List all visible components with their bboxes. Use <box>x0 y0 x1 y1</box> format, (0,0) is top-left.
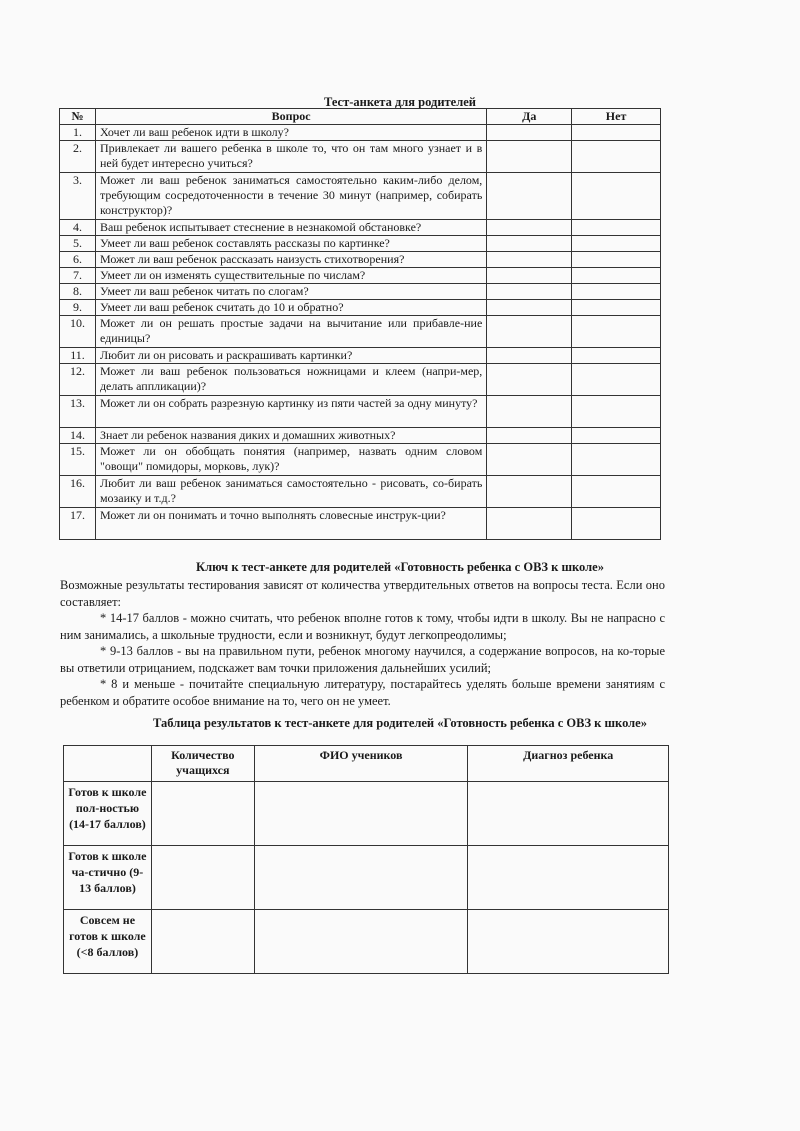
answer-yes-cell[interactable] <box>487 125 572 141</box>
question-text: Может ли он решать простые задачи на вычитание или прибавле-ние единицы? <box>95 316 486 348</box>
answer-yes-cell[interactable] <box>487 316 572 348</box>
answer-yes-cell[interactable] <box>487 173 572 220</box>
question-num: 8. <box>60 284 96 300</box>
answer-yes-cell[interactable] <box>487 428 572 444</box>
table-row <box>60 173 661 220</box>
diagnosis-cell[interactable] <box>468 910 669 974</box>
table-row <box>60 444 661 476</box>
question-num: 4. <box>60 220 96 236</box>
count-cell[interactable] <box>151 910 254 974</box>
questionnaire-title: Тест-анкета для родителей <box>323 95 476 109</box>
results-row <box>64 910 669 974</box>
key-item: * 9-13 баллов - вы на правильном пути, ребенок многому научился, а содержание вопросов, на ко-торые вы ответили отрицанием, подскажет вам точки приложения дальнейших усилий; <box>60 644 665 675</box>
answer-no-cell[interactable] <box>572 364 661 396</box>
header-num: № <box>60 109 96 125</box>
table-row <box>60 141 661 173</box>
question-text: Умеет ли ваш ребенок считать до 10 и обратно? <box>95 300 486 316</box>
table-row <box>60 396 661 428</box>
results-table <box>63 745 669 974</box>
question-text: Любит ли он рисовать и раскрашивать картинки? <box>95 348 486 364</box>
question-num: 9. <box>60 300 96 316</box>
table-row <box>60 268 661 284</box>
question-text: Может ли ваш ребенок пользоваться ножницами и клеем (напри-мер, делать аппликации)? <box>95 364 486 396</box>
question-text: Может ли он обобщать понятия (например, назвать одним словом "овощи" помидоры, морковь, лук)? <box>95 444 486 476</box>
answer-no-cell[interactable] <box>572 220 661 236</box>
table-header-row <box>60 109 661 125</box>
answer-no-cell[interactable] <box>572 316 661 348</box>
table-row <box>60 125 661 141</box>
table-row <box>60 300 661 316</box>
answer-no-cell[interactable] <box>572 252 661 268</box>
table-row <box>60 252 661 268</box>
question-text: Может ли он собрать разрезную картинку из пяти частей за одну минуту? <box>95 396 486 428</box>
questionnaire-table <box>59 108 661 540</box>
question-text: Умеет ли ваш ребенок составлять рассказы по картинке? <box>95 236 486 252</box>
answer-no-cell[interactable] <box>572 141 661 173</box>
question-num: 1. <box>60 125 96 141</box>
question-text: Умеет ли он изменять существительные по числам? <box>95 268 486 284</box>
table-row <box>60 236 661 252</box>
question-num: 2. <box>60 141 96 173</box>
answer-yes-cell[interactable] <box>487 476 572 508</box>
question-num: 10. <box>60 316 96 348</box>
header-count: Количество учащихся <box>151 746 254 782</box>
answer-yes-cell[interactable] <box>487 364 572 396</box>
answer-no-cell[interactable] <box>572 396 661 428</box>
count-cell[interactable] <box>151 846 254 910</box>
header-names: ФИО учеников <box>254 746 468 782</box>
table-row <box>60 476 661 508</box>
question-num: 16. <box>60 476 96 508</box>
answer-no-cell[interactable] <box>572 173 661 220</box>
header-blank <box>64 746 152 782</box>
answer-yes-cell[interactable] <box>487 268 572 284</box>
table-row <box>60 348 661 364</box>
results-title: Таблица результатов к тест-анкете для родителей «Готовность ребенка с ОВЗ к школе» <box>153 716 647 730</box>
answer-no-cell[interactable] <box>572 236 661 252</box>
table-row <box>60 284 661 300</box>
question-num: 12. <box>60 364 96 396</box>
results-row <box>64 782 669 846</box>
answer-yes-cell[interactable] <box>487 444 572 476</box>
header-question: Вопрос <box>95 109 486 125</box>
names-cell[interactable] <box>254 910 468 974</box>
question-num: 11. <box>60 348 96 364</box>
answer-no-cell[interactable] <box>572 476 661 508</box>
question-text: Может ли он понимать и точно выполнять словесные инструк-ции? <box>95 508 486 540</box>
diagnosis-cell[interactable] <box>468 846 669 910</box>
names-cell[interactable] <box>254 846 468 910</box>
table-row <box>60 508 661 540</box>
answer-yes-cell[interactable] <box>487 348 572 364</box>
answer-yes-cell[interactable] <box>487 220 572 236</box>
answer-yes-cell[interactable] <box>487 300 572 316</box>
question-text: Ваш ребенок испытывает стеснение в незнакомой обстановке? <box>95 220 486 236</box>
question-num: 13. <box>60 396 96 428</box>
table-row <box>60 316 661 348</box>
question-num: 7. <box>60 268 96 284</box>
question-text: Привлекает ли вашего ребенка в школе то, что он там много узнает и в ней будет интересно учиться? <box>95 141 486 173</box>
key-title: Ключ к тест-анкете для родителей «Готовность ребенка с ОВЗ к школе» <box>196 560 604 574</box>
header-yes: Да <box>487 109 572 125</box>
answer-yes-cell[interactable] <box>487 252 572 268</box>
key-intro: Возможные результаты тестирования зависят от количества утвердительных ответов на вопросы теста. Если оно составляет: <box>60 578 665 609</box>
results-header-row <box>64 746 669 782</box>
question-text: Хочет ли ваш ребенок идти в школу? <box>95 125 486 141</box>
names-cell[interactable] <box>254 782 468 846</box>
answer-no-cell[interactable] <box>572 508 661 540</box>
question-num: 15. <box>60 444 96 476</box>
result-category: Совсем не готов к школе (<8 баллов) <box>64 910 152 974</box>
answer-no-cell[interactable] <box>572 428 661 444</box>
answer-yes-cell[interactable] <box>487 141 572 173</box>
table-row <box>60 428 661 444</box>
question-num: 3. <box>60 173 96 220</box>
key-section <box>60 577 665 709</box>
key-item: * 8 и меньше - почитайте специальную литературу, постарайтесь уделять больше времени занятиям с ребенком и обратите особое внимание на то, чего он не умеет. <box>60 677 665 708</box>
question-num: 14. <box>60 428 96 444</box>
result-category: Готов к школе ча-стично (9-13 баллов) <box>64 846 152 910</box>
result-category: Готов к школе пол-ностью (14-17 баллов) <box>64 782 152 846</box>
answer-no-cell[interactable] <box>572 348 661 364</box>
question-num: 17. <box>60 508 96 540</box>
header-no: Нет <box>572 109 661 125</box>
answer-no-cell[interactable] <box>572 300 661 316</box>
header-diagnosis: Диагноз ребенка <box>468 746 669 782</box>
question-num: 6. <box>60 252 96 268</box>
answer-yes-cell[interactable] <box>487 284 572 300</box>
question-text: Любит ли ваш ребенок заниматься самостоятельно - рисовать, со-бирать мозаику и т.д.? <box>95 476 486 508</box>
table-row <box>60 364 661 396</box>
answer-no-cell[interactable] <box>572 125 661 141</box>
question-num: 5. <box>60 236 96 252</box>
key-item: * 14-17 баллов - можно считать, что ребенок вполне готов к тому, чтобы идти в школу. Вы не напрасно с ним занимались, а школьные трудности, если и возникнут, будут легкопреодолимы; <box>60 611 665 642</box>
answer-no-cell[interactable] <box>572 444 661 476</box>
question-text: Может ли ваш ребенок заниматься самостоятельно каким-либо делом, требующим сосредоточенности в течение 30 минут (например, собирать конструктор)? <box>95 173 486 220</box>
answer-yes-cell[interactable] <box>487 508 572 540</box>
table-row <box>60 220 661 236</box>
diagnosis-cell[interactable] <box>468 782 669 846</box>
question-text: Может ли ваш ребенок рассказать наизусть стихотворения? <box>95 252 486 268</box>
question-text: Умеет ли ваш ребенок читать по слогам? <box>95 284 486 300</box>
answer-no-cell[interactable] <box>572 284 661 300</box>
answer-no-cell[interactable] <box>572 268 661 284</box>
answer-yes-cell[interactable] <box>487 396 572 428</box>
count-cell[interactable] <box>151 782 254 846</box>
results-row <box>64 846 669 910</box>
question-text: Знает ли ребенок названия диких и домашних животных? <box>95 428 486 444</box>
answer-yes-cell[interactable] <box>487 236 572 252</box>
